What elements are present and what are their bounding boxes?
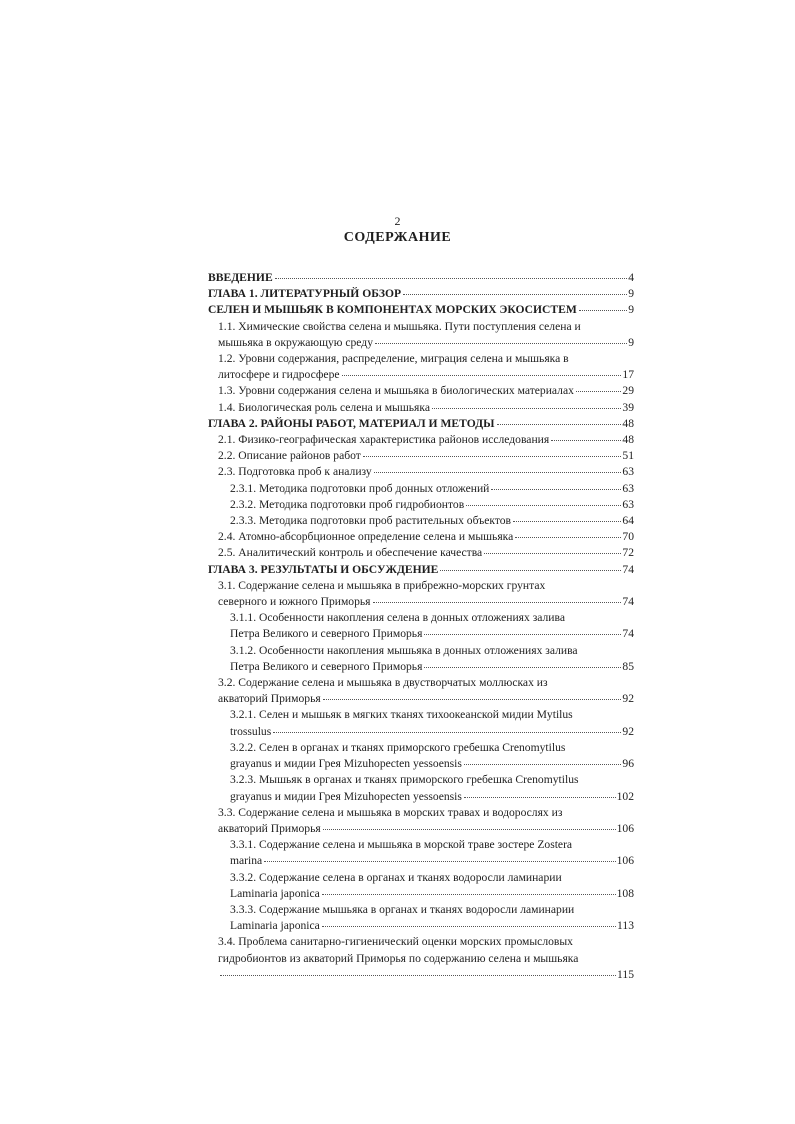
toc-entry-text: 2.3.3. Методика подготовки проб растительных объектов	[230, 514, 512, 528]
toc-page-number: 113	[617, 919, 634, 933]
toc-page-number: 92	[622, 724, 634, 738]
toc-entry-text: 3.3.3. Содержание мышьяка в органах и тканях водоросли ламинарии	[230, 902, 575, 916]
toc-page-number: 48	[622, 433, 634, 447]
toc-entry-text: 3.3. Содержание селена и мышьяка в морских травах и водорослях из	[218, 805, 563, 819]
dot-leader	[342, 375, 622, 376]
toc-entry-text: ГЛАВА 2. РАЙОНЫ РАБОТ, МАТЕРИАЛ И МЕТОДЫ	[208, 416, 495, 430]
toc-entry-text: 2.3. Подготовка проб к анализу	[218, 465, 372, 479]
toc-entry[interactable]	[208, 416, 634, 432]
toc-entry[interactable]	[208, 740, 634, 772]
toc-page-number: 48	[622, 416, 634, 430]
dot-leader	[432, 408, 621, 409]
toc-entry-text: мышьяка в окружающую среду	[218, 335, 373, 349]
toc-entry[interactable]	[208, 270, 634, 286]
dot-leader	[323, 699, 622, 700]
toc-page-number: 17	[622, 368, 634, 382]
toc-entry-text: 2.1. Физико-географическая характеристика районов исследования	[218, 433, 550, 447]
toc-entry-text: акваторий Приморья	[218, 821, 321, 835]
toc-page-number: 63	[622, 465, 634, 479]
toc-entry-text: гидробионтов из акваторий Приморья по содержанию селена и мышьяка	[218, 951, 579, 965]
toc-entry[interactable]	[208, 545, 634, 561]
toc-entry-text: grayanus и мидии Грея Mizuhopecten yessoensis	[230, 789, 462, 803]
dot-leader	[497, 424, 622, 425]
toc-entry-text: акваторий Приморья	[218, 692, 321, 706]
toc-entry[interactable]	[208, 400, 634, 416]
toc-entry-text: 3.3.2. Содержание селена в органах и тканях водоросли ламинарии	[230, 870, 562, 884]
toc-entry[interactable]	[208, 805, 634, 837]
toc-entry-text: 1.4. Биологическая роль селена и мышьяка	[218, 400, 430, 414]
dot-leader	[424, 634, 621, 635]
toc-entry[interactable]	[208, 610, 634, 642]
toc-entry-text: 1.2. Уровни содержания, распределение, миграция селена и мышьяка в	[218, 352, 569, 366]
toc-entry-text: ГЛАВА 1. ЛИТЕРАТУРНЫЙ ОБЗОР	[208, 287, 402, 301]
toc-entry-text: литосфере и гидросфере	[218, 368, 340, 382]
toc-entry[interactable]	[208, 902, 634, 934]
dot-leader	[374, 472, 622, 473]
toc-entry[interactable]	[208, 562, 634, 578]
toc-entry-text: 3.2.1. Селен и мышьяк в мягких тканях тихоокеанской мидии Mytilus	[230, 708, 573, 722]
toc-entry-text: trossulus	[230, 724, 272, 738]
toc-entry[interactable]	[208, 837, 634, 869]
toc-page-number: 106	[616, 854, 634, 868]
toc-page-number: 9	[628, 303, 634, 317]
toc-page-number: 96	[622, 757, 634, 771]
toc-page-number: 9	[628, 287, 634, 301]
dot-leader	[403, 294, 627, 295]
toc-page-number: 29	[622, 384, 634, 398]
toc-entry-text: 3.1. Содержание селена и мышьяка в прибрежно-морских грунтах	[218, 578, 546, 592]
toc-entry[interactable]	[208, 497, 634, 513]
toc-entry[interactable]	[208, 286, 634, 302]
toc-entry-text: ГЛАВА 3. РЕЗУЛЬТАТЫ И ОБСУЖДЕНИЕ	[208, 562, 439, 576]
toc-entry-text: 1.3. Уровни содержания селена и мышьяка в биологических материалах	[218, 384, 574, 398]
dot-leader	[273, 732, 621, 733]
toc-entry-text: 2.4. Атомно-абсорбционное определение селена и мышьяка	[218, 530, 514, 544]
dot-leader	[551, 440, 621, 441]
toc-page-number: 63	[622, 481, 634, 495]
toc-entry-text: 3.2.2. Селен в органах и тканях приморского гребешка Crenomytilus	[230, 740, 566, 754]
dot-leader	[424, 667, 621, 668]
toc-page-number: 72	[622, 546, 634, 560]
dot-leader	[373, 602, 622, 603]
page-title: СОДЕРЖАНИЕ	[343, 230, 452, 245]
toc-entry-text: 2.2. Описание районов работ	[218, 449, 361, 463]
toc-page-number: 9	[628, 335, 634, 349]
dot-leader	[220, 975, 616, 976]
toc-entry-text: Laminaria japonica	[230, 886, 320, 900]
toc-page-number: 74	[622, 595, 634, 609]
toc-entry-text: grayanus и мидии Грея Mizuhopecten yessoensis	[230, 757, 462, 771]
page-number: 2	[394, 214, 401, 228]
toc-entry[interactable]	[208, 529, 634, 545]
dot-leader	[491, 489, 621, 490]
dot-leader	[466, 505, 621, 506]
toc-entry[interactable]	[208, 464, 634, 480]
toc-entry[interactable]	[208, 643, 634, 675]
toc-entry-text: 3.4. Проблема санитарно-гигиенический оценки морских промысловых	[218, 935, 573, 949]
dot-leader	[322, 894, 616, 895]
toc-entry[interactable]	[208, 383, 634, 399]
toc-entry[interactable]	[208, 481, 634, 497]
dot-leader	[515, 537, 621, 538]
dot-leader	[464, 764, 621, 765]
toc-entry-text: Петра Великого и северного Приморья	[230, 627, 423, 641]
toc-page-number: 63	[622, 497, 634, 511]
dot-leader	[440, 570, 621, 571]
toc-entry-text: 2.5. Аналитический контроль и обеспечение качества	[218, 546, 483, 560]
toc-entry-text: marina	[230, 854, 263, 868]
toc-page-number: 85	[622, 659, 634, 673]
toc-entry[interactable]	[208, 870, 634, 902]
toc-entry[interactable]	[208, 707, 634, 739]
toc-entry-text: Петра Великого и северного Приморья	[230, 659, 423, 673]
toc-entry[interactable]	[208, 319, 634, 351]
toc-page-number: 115	[617, 967, 634, 981]
toc-entry-text: 3.1.1. Особенности накопления селена в донных отложениях залива	[230, 611, 565, 625]
dot-leader	[323, 829, 616, 830]
toc-entry-text: северного и южного Приморья	[218, 595, 371, 609]
toc-entry-text: 3.2. Содержание селена и мышьяка в двустворчатых моллюсках из	[218, 676, 548, 690]
toc-page-number: 4	[628, 271, 634, 284]
toc-entry[interactable]	[208, 513, 634, 529]
table-of-contents	[208, 270, 634, 983]
toc-entry-text: 3.1.2. Особенности накопления мышьяка в донных отложениях залива	[230, 643, 578, 657]
toc-entry[interactable]	[208, 772, 634, 804]
dot-leader	[464, 797, 616, 798]
toc-page-number: 108	[616, 886, 634, 900]
toc-page-number: 51	[622, 449, 634, 463]
toc-entry-text: 2.3.2. Методика подготовки проб гидробионтов	[230, 497, 465, 511]
toc-entry[interactable]	[208, 675, 634, 707]
dot-leader	[363, 456, 622, 457]
dot-leader	[264, 861, 615, 862]
dot-leader	[513, 521, 621, 522]
toc-page-number: 74	[622, 627, 634, 641]
dot-leader	[579, 310, 627, 311]
toc-entry-text: 2.3.1. Методика подготовки проб донных отложений	[230, 481, 490, 495]
toc-entry[interactable]	[208, 448, 634, 464]
toc-entry[interactable]	[208, 302, 634, 318]
dot-leader	[275, 278, 628, 279]
toc-entry-text: 3.2.3. Мышьяк в органах и тканях приморского гребешка Crenomytilus	[230, 773, 579, 787]
toc-entry[interactable]	[208, 351, 634, 383]
toc-page-number: 74	[622, 562, 634, 576]
toc-page-number: 92	[622, 692, 634, 706]
dot-leader	[375, 343, 627, 344]
toc-entry[interactable]	[208, 934, 634, 983]
toc-entry-text: СЕЛЕН И МЫШЬЯК В КОМПОНЕНТАХ МОРСКИХ ЭКОСИСТЕМ	[208, 303, 577, 317]
toc-entry[interactable]	[208, 432, 634, 448]
toc-page-number: 70	[622, 530, 634, 544]
dot-leader	[322, 926, 616, 927]
dot-leader	[484, 553, 621, 554]
dot-leader	[576, 391, 622, 392]
toc-page-number: 39	[622, 400, 634, 414]
toc-entry-text: ВВЕДЕНИЕ	[208, 271, 273, 284]
toc-entry-text: Laminaria japonica	[230, 919, 320, 933]
toc-page-number: 64	[622, 514, 634, 528]
toc-entry[interactable]	[208, 578, 634, 610]
toc-entry-text: 3.3.1. Содержание селена и мышьяка в морской траве зостере Zostera	[230, 838, 573, 852]
toc-page-number: 102	[616, 789, 634, 803]
toc-entry-text: 1.1. Химические свойства селена и мышьяка. Пути поступления селена и	[218, 319, 581, 333]
toc-page-number: 106	[616, 821, 634, 835]
